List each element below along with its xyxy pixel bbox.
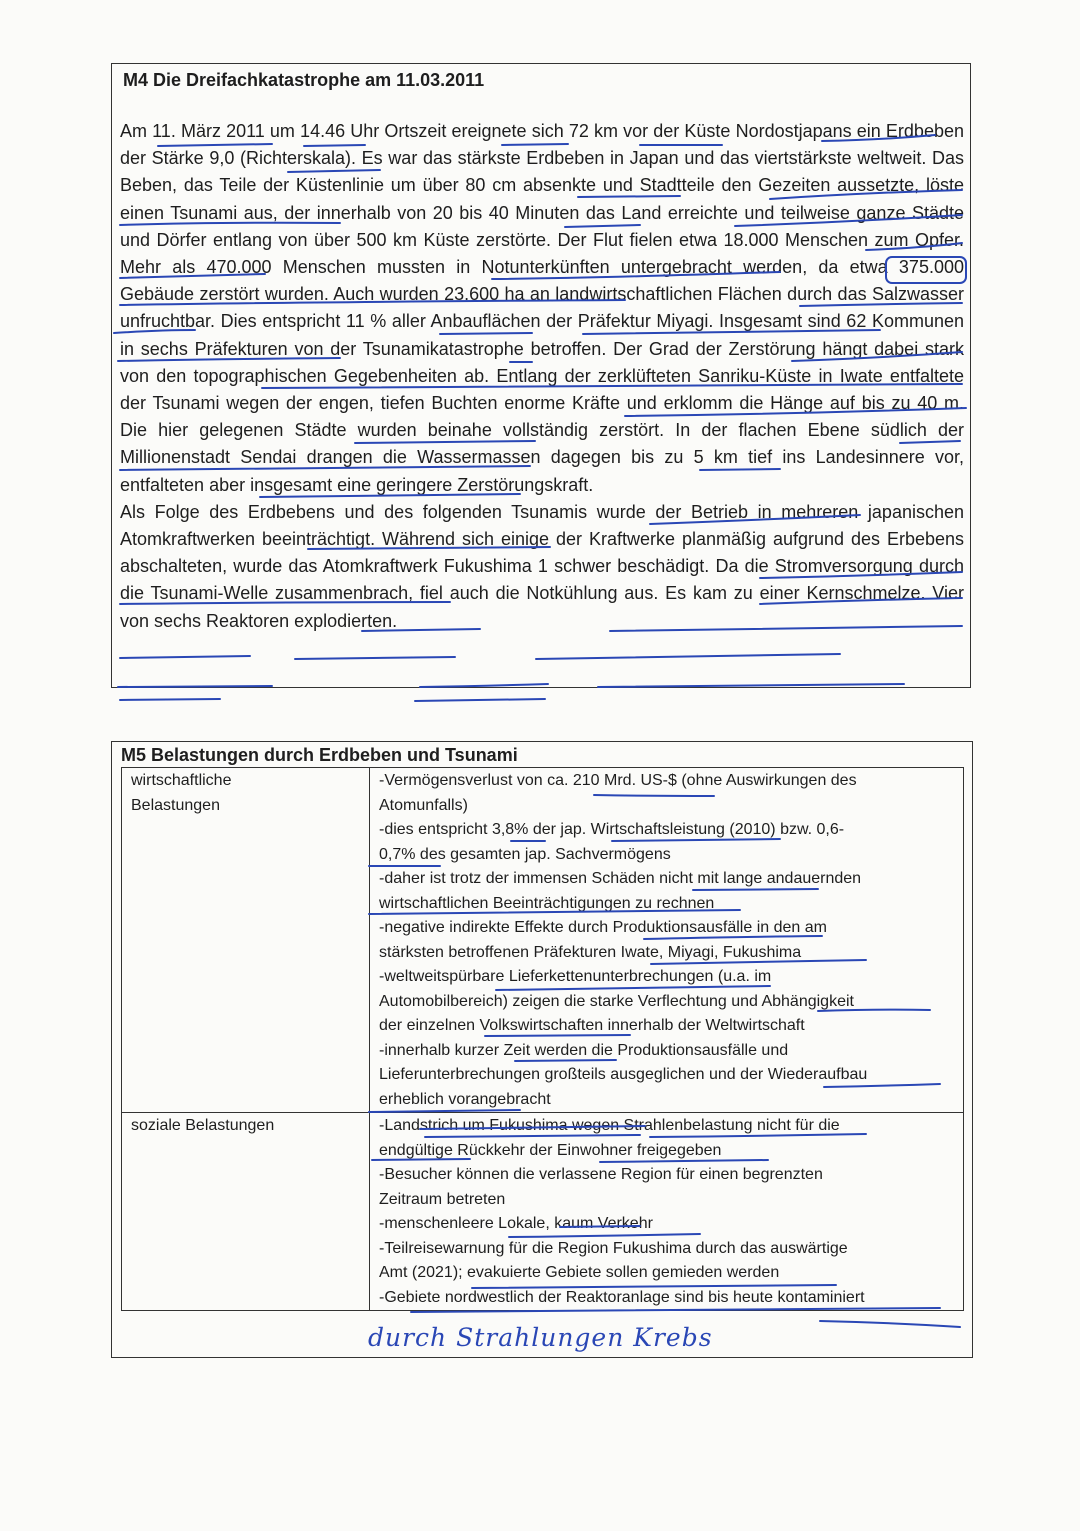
m4-title: M4 Die Dreifachkatastrophe am 11.03.2011 [123,70,485,90]
table-row-social [122,1113,964,1311]
economic-content-cell [370,768,964,1113]
m4-paragraph-1: Am 11. März 2011 um 14.46 Uhr Ortszeit ereignete sich 72 km vor der Küste Nordostjapans ein Erdbeben der Stärke 9,0 (Richterskala). Es war das stärkste Erdbeben in Japan und das viertstärkste weltweit. Das Beben, das Teile der Küstenlinie um über 80 cm absenkte und Stadtteile den Gezeiten aussetzte, löste einen Tsunami aus, der innerhalb von 20 bis 40 Minuten das Land erreichte und teilweise ganze Städte und Dörfer entlang von über 500 km Küste zerstörte. Der Flut fielen etwa 18.000 Menschen zum Opfer. Mehr als 470.000 Menschen mussten in Notunterkünften untergebracht werden, da etwa 375.000 Gebäude zerstört wurden. Auch wurden 23.600 ha an landwirtschaftlichen Flächen durch das Salzwasser unfruchtbar. Dies entspricht 11 % aller Anbauflächen der Präfektur Miyagi. Insgesamt sind 62 Kommunen in sechs Präfekturen von der Tsunamikatastrophe betroffen. Der Grad der Zerstörung hängt dabei stark von den topographischen Gegebenheiten ab. Entlang der zerklüfteten Sanriku-Küste in Iwate entfaltete der Tsunami wegen der engen, tiefen Buchten enorme Kräfte und erklomm die Hänge auf bis zu 40 m. Die hier gelegenen Städte wurden beinahe vollständig zerstört. In der flachen Ebene südlich der Millionenstadt Sendai drangen die Wassermassen dagegen bis zu 5 km tief ins Landesinnere vor, entfalteten aber insgesamt eine geringere Zerstörungskraft. [120,121,964,495]
row-label-line: Belastungen [131,796,220,814]
social-content-cell [370,1113,964,1311]
content-line: wirtschaftlichen Beeinträchtigungen zu rechnen [379,894,715,912]
m4-text [120,118,964,635]
content-line: -menschenleere Lokale, kaum Verkehr [379,1215,653,1232]
table-row-economic [122,768,964,1113]
content-line: der einzelnen Volkswirtschaften innerhalb der Weltwirtschaft [379,1017,805,1034]
content-line: Zeitraum betreten [379,1190,506,1208]
content-line: -daher ist trotz der immensen Schäden nicht mit lange andauernden [379,870,862,887]
content-line: -Besucher können die verlassene Region für einen begrenzten [379,1166,823,1183]
content-line: -Vermögensverlust von ca. 210 Mrd. US-$ (ohne Auswirkungen des [379,772,857,789]
underline-stroke [120,699,220,700]
content-line: Automobilbereich) zeigen die starke Verflechtung und Abhängigkeit [379,992,854,1010]
content-line: erheblich vorangebracht [379,1090,551,1108]
content-line: -dies entspricht 3,8% der jap. Wirtschaftsleistung (2010) bzw. 0,6- [379,821,845,838]
m5-title: M5 Belastungen durch Erdbeben und Tsunami [121,745,518,765]
row-label-line: soziale Belastungen [131,1117,275,1134]
content-line: stärksten betroffenen Präfekturen Iwate, Miyagi, Fukushima [379,943,802,961]
content-line: Lieferunterbrechungen großteils ausgeglichen und der Wiederaufbau [379,1066,868,1083]
m4-paragraph-2: Als Folge des Erdbebens und des folgenden Tsunamis wurde der Betrieb in mehreren japanischen Atomkraftwerken beeinträchtigt. Während sich einige der Kraftwerke planmäßig aufgrund des Erbebens abschalteten, wurde das Atomkraftwerk Fukushima 1 schwer beschädigt. Da die Stromversorgung durch die Tsunami-Welle zusammenbrach, fiel auch die Notkühlung aus. Es kam zu einer Kernschmelze. Vier von sechs Reaktoren explodierten. [120,501,964,631]
content-line: endgültige Rückkehr der Einwohner freigegeben [379,1141,722,1159]
m5-table [121,767,964,1311]
social-label-cell [122,1113,370,1311]
m4-section [111,63,971,688]
underline-stroke [415,699,545,701]
content-line: -weltweitspürbare Lieferkettenunterbrechungen (u.a. im [379,968,772,985]
content-line: -negative indirekte Effekte durch Produktionsausfälle in den am [379,919,827,936]
handwritten-note: durch Strahlungen Krebs [368,1323,713,1352]
row-label-line: wirtschaftliche [131,772,232,789]
content-line: -Teilreisewarnung für die Region Fukushima durch das auswärtige [379,1239,848,1257]
economic-label-cell [122,768,370,1113]
m5-section [111,741,973,1358]
content-line: Amt (2021); evakuierte Gebiete sollen gemieden werden [379,1264,780,1281]
content-line: -Landstrich um Fukushima wegen Strahlenbelastung nicht für die [379,1117,840,1134]
content-line: 0,7% des gesamten jap. Sachvermögens [379,845,671,863]
content-line: -innerhalb kurzer Zeit werden die Produktionsausfälle und [379,1041,789,1059]
content-line: -Gebiete nordwestlich der Reaktoranlage sind bis heute kontaminiert [379,1288,865,1306]
content-line: Atomunfalls) [379,796,468,814]
